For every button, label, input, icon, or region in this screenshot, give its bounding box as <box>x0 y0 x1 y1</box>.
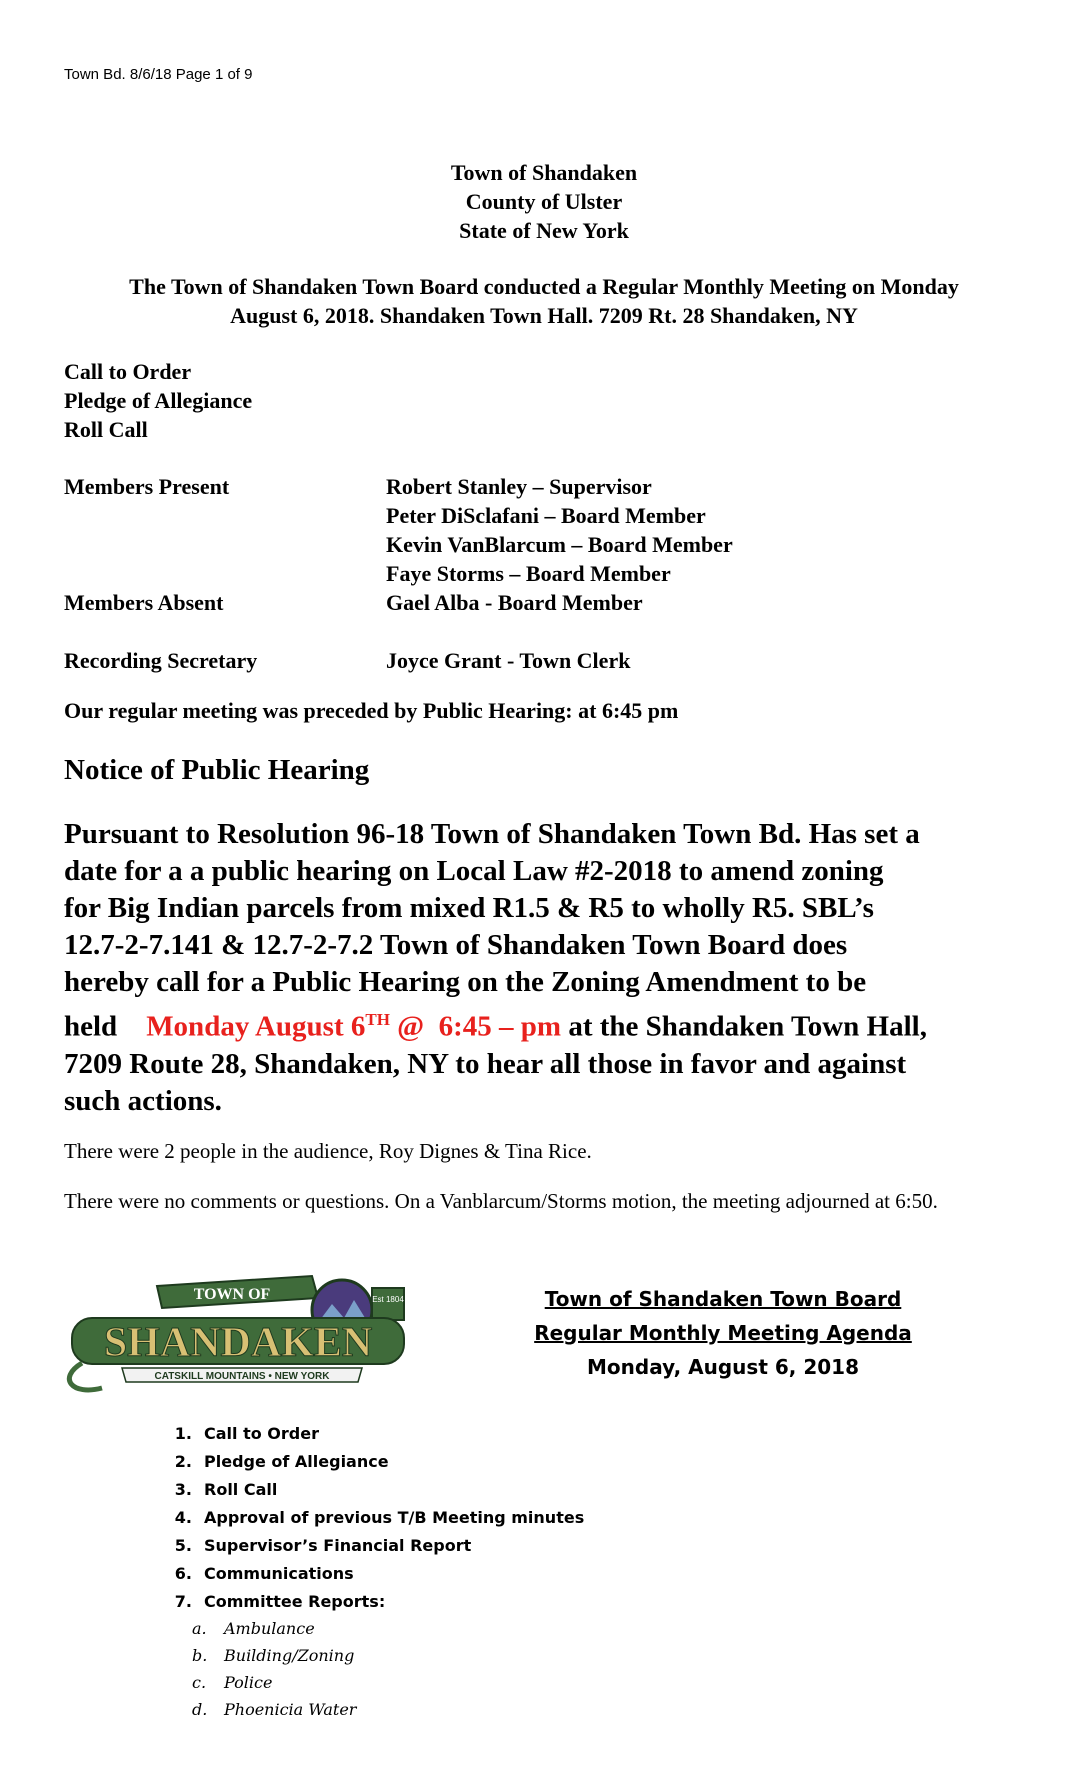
logo-top-text: TOWN OF <box>193 1286 271 1303</box>
agenda-item: 6. Communications <box>174 1564 354 1583</box>
members-present-label: Members Present <box>64 474 230 499</box>
agenda-subitem: d. Phoenicia Water <box>192 1700 357 1719</box>
agenda-heading-board: Town of Shandaken Town Board <box>544 1287 902 1311</box>
member-present: Robert Stanley – Supervisor <box>386 474 652 499</box>
notice-line: hereby call for a Public Hearing on the Zoning Amendment to be <box>64 966 867 998</box>
agenda-subitem: c. Police <box>192 1673 273 1692</box>
agenda-item: 7. Committee Reports: <box>174 1592 386 1611</box>
agenda-item: 1. Call to Order <box>174 1424 319 1443</box>
agenda-subitem: b. Building/Zoning <box>192 1646 355 1665</box>
logo-bottom-text: CATSKILL MOUNTAINS • NEW YORK <box>154 1371 330 1382</box>
agenda-heading-title: Regular Monthly Meeting Agenda <box>534 1321 912 1345</box>
logo-main-text: SHANDAKEN <box>103 1320 373 1366</box>
notice-line: date for a a public hearing on Local Law #2-2018 to amend zoning <box>64 855 884 887</box>
county-title: County of Ulster <box>465 189 623 214</box>
notice-body <box>64 816 1044 1120</box>
notice-title: Notice of Public Hearing <box>64 754 370 786</box>
roll-call: Roll Call <box>64 417 148 442</box>
pledge-of-allegiance: Pledge of Allegiance <box>64 388 253 413</box>
agenda-heading-date: Monday, August 6, 2018 <box>587 1355 859 1379</box>
held-suffix: at the Shandaken Town Hall, <box>561 1010 927 1043</box>
agenda-item: 2. Pledge of Allegiance <box>174 1452 389 1471</box>
hearing-date: Monday August 6 <box>146 1010 366 1043</box>
recording-secretary-label: Recording Secretary <box>64 648 258 673</box>
member-present: Peter DiSclafani – Board Member <box>386 503 706 528</box>
meeting-intro-line-2: August 6, 2018. Shandaken Town Hall. 7209 Rt. 28 Shandaken, NY <box>230 303 858 328</box>
member-present: Kevin VanBlarcum – Board Member <box>386 532 733 557</box>
hearing-date-suffix: TH <box>365 1010 390 1029</box>
agenda-subitem: a. Ambulance <box>192 1619 315 1638</box>
members-absent-label: Members Absent <box>64 590 224 615</box>
audience-note: There were 2 people in the audience, Roy Dignes & Tina Rice. <box>64 1139 592 1163</box>
notice-line: 7209 Route 28, Shandaken, NY to hear all those in favor and against <box>64 1047 907 1080</box>
notice-held-line <box>64 1001 1044 1046</box>
member-absent: Gael Alba - Board Member <box>386 590 643 615</box>
adjourn-note: There were no comments or questions. On a Vanblarcum/Storms motion, the meeting adjourned at 6:50. <box>64 1189 938 1213</box>
meeting-intro-line-1: The Town of Shandaken Town Board conducted a Regular Monthly Meeting on Monday <box>129 274 959 299</box>
notice-line: Pursuant to Resolution 96-18 Town of Shandaken Town Bd. Has set a <box>64 818 920 850</box>
hearing-time: @ 6:45 – pm <box>389 1010 562 1043</box>
shandaken-logo <box>62 1268 412 1398</box>
preceded-note: Our regular meeting was preceded by Public Hearing: at 6:45 pm <box>64 698 679 723</box>
notice-line: such actions. <box>64 1084 222 1117</box>
recording-secretary: Joyce Grant - Town Clerk <box>386 648 631 673</box>
call-to-order: Call to Order <box>64 359 192 384</box>
agenda-item: 3. Roll Call <box>174 1480 278 1499</box>
agenda-item: 4. Approval of previous T/B Meeting minutes <box>174 1508 585 1527</box>
notice-line: 12.7-2-7.141 & 12.7-2-7.2 Town of Shandaken Town Board does <box>64 929 848 961</box>
page-header: Town Bd. 8/6/18 Page 1 of 9 <box>64 66 253 83</box>
state-title: State of New York <box>459 218 629 243</box>
held-prefix: held <box>64 1010 118 1043</box>
agenda-item: 5. Supervisor’s Financial Report <box>174 1536 472 1555</box>
town-title: Town of Shandaken <box>450 160 638 185</box>
member-present: Faye Storms – Board Member <box>386 561 671 586</box>
notice-line: for Big Indian parcels from mixed R1.5 & R5 to wholly R5. SBL’s <box>64 892 874 924</box>
logo-est-text: Est 1804 <box>372 1295 404 1304</box>
